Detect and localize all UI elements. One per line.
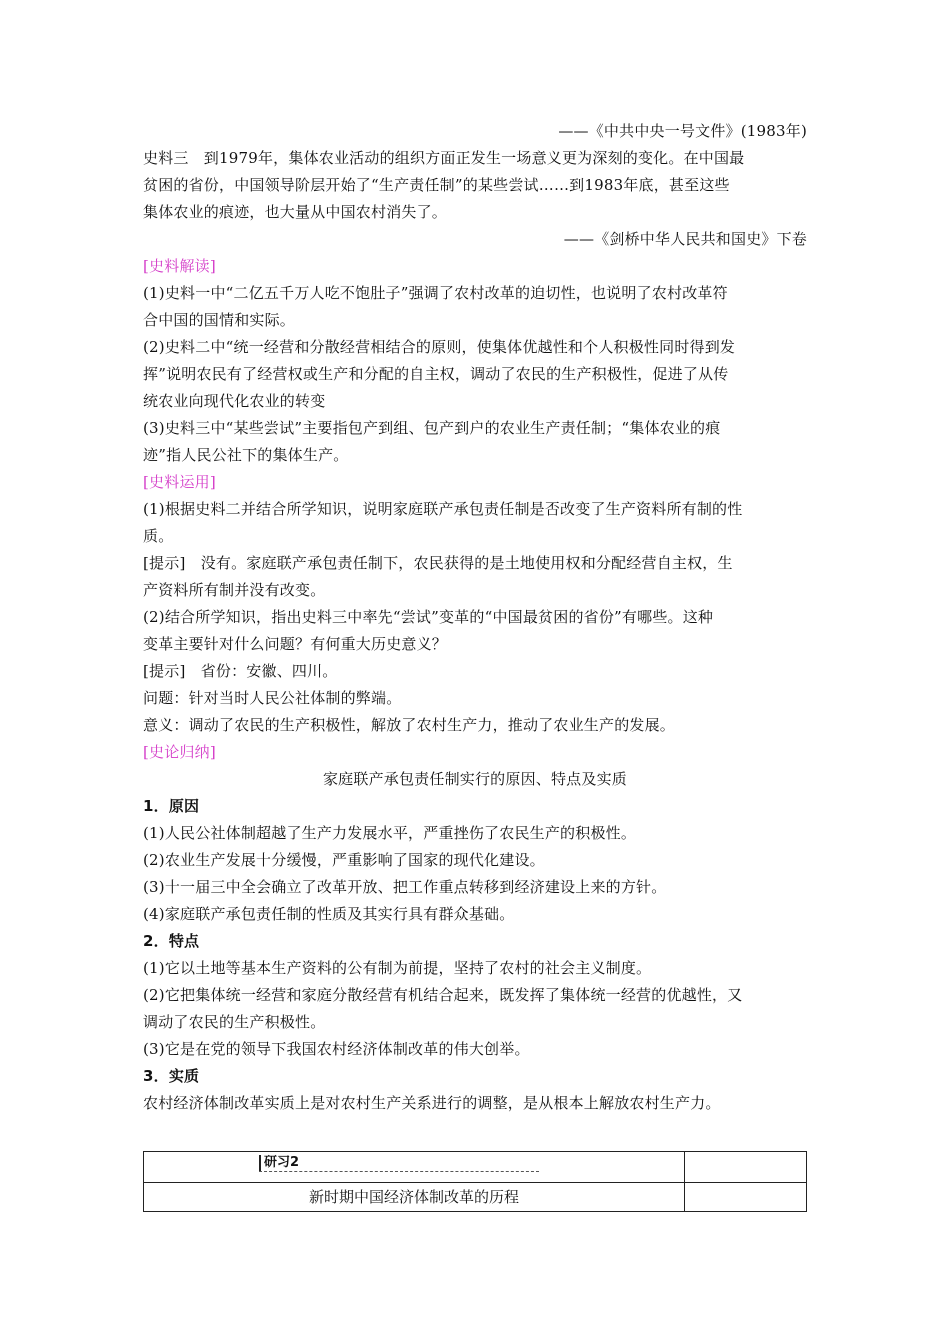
text-line: 产资料所有制并没有改变。 [143, 581, 326, 599]
text-line: (3)史料三中“某些尝试”主要指包产到组、包产到户的农业生产责任制；“集体农业的痕 [143, 419, 721, 437]
citation-line: ——《剑桥中华人民共和国史》下卷 [563, 230, 807, 248]
text-line: 质。 [143, 527, 174, 545]
table-title: 新时期中国经济体制改革的历程 [308, 1188, 519, 1206]
text-line: (4)家庭联产承包责任制的性质及其实行具有群众基础。 [143, 905, 515, 923]
text-line: 迹”指人民公社下的集体生产。 [143, 446, 349, 464]
text-line: 农村经济体制改革实质上是对农村生产关系进行的调整，是从根本上解放农村生产力。 [143, 1094, 721, 1112]
text-line: 调动了农民的生产积极性。 [143, 1013, 326, 1031]
text-line: (2)农业生产发展十分缓慢，严重影响了国家的现代化建设。 [143, 851, 545, 869]
text-line: 挥”说明农民有了经营权或生产和分配的自主权，调动了农民的生产积极性，促进了从传 [143, 365, 729, 383]
section-heading: [史料运用] [143, 473, 216, 491]
section-heading: [史料解读] [143, 257, 216, 275]
numbered-heading: 1．原因 [143, 797, 200, 815]
text-line: 合中国的国情和实际。 [143, 311, 296, 329]
text-line: 问题：针对当时人民公社体制的弊端。 [143, 689, 402, 707]
numbered-heading: 3．实质 [143, 1067, 200, 1085]
text-line: 意义：调动了农民的生产积极性，解放了农村生产力，推动了农业生产的发展。 [143, 716, 676, 734]
text-line: (3)十一届三中全会确立了改革开放、把工作重点转移到经济建设上来的方针。 [143, 878, 667, 896]
text-line: (1)史料一中“二亿五千万人吃不饱肚子”强调了农村改革的迫切性，也说明了农村改革符 [143, 284, 728, 302]
text-line: 集体农业的痕迹，也大量从中国农村消失了。 [143, 203, 448, 221]
text-line: 统农业向现代化农业的转变 [143, 392, 326, 410]
text-line: [提示] 没有。家庭联产承包责任制下，农民获得的是土地使用权和分配经营自主权，生 [143, 554, 733, 572]
text-line: (1)根据史料二并结合所学知识，说明家庭联产承包责任制是否改变了生产资料所有制的性 [143, 500, 743, 518]
text-line: (2)结合所学知识，指出史料三中率先“尝试”变革的“中国最贫困的省份”有哪些。这种 [143, 608, 714, 626]
text-line: (2)它把集体统一经营和家庭分散经营有机结合起来，既发挥了集体统一经营的优越性，又 [143, 986, 743, 1004]
document-body [143, 118, 807, 1117]
text-line: (3)它是在党的领导下我国农村经济体制改革的伟大创举。 [143, 1040, 530, 1058]
text-line: 变革主要针对什么问题？有何重大历史意义？ [143, 635, 448, 653]
section-heading: [史论归纳] [143, 743, 216, 761]
study-tag: 研习2 [259, 1155, 299, 1171]
study-table [143, 1151, 807, 1212]
section-title: 家庭联产承包责任制实行的原因、特点及实质 [322, 770, 627, 788]
text-line: 贫困的省份，中国领导阶层开始了“生产责任制”的某些尝试……到1983年底，甚至这些 [143, 176, 730, 194]
text-line: (2)史料二中“统一经营和分散经营相结合的原则，使集体优越性和个人积极性同时得到发 [143, 338, 736, 356]
dashed-rule [259, 1171, 539, 1172]
text-line: [提示] 省份：安徽、四川。 [143, 662, 338, 680]
text-line: (1)它以土地等基本生产资料的公有制为前提，坚持了农村的社会主义制度。 [143, 959, 652, 977]
citation-line: ——《中共中央一号文件》(1983年) [558, 122, 807, 140]
numbered-heading: 2．特点 [143, 932, 200, 950]
text-line: 史料三 到1979年，集体农业活动的组织方面正发生一场意义更为深刻的变化。在中国最 [143, 149, 745, 167]
text-line: (1)人民公社体制超越了生产力发展水平，严重挫伤了农民生产的积极性。 [143, 824, 637, 842]
